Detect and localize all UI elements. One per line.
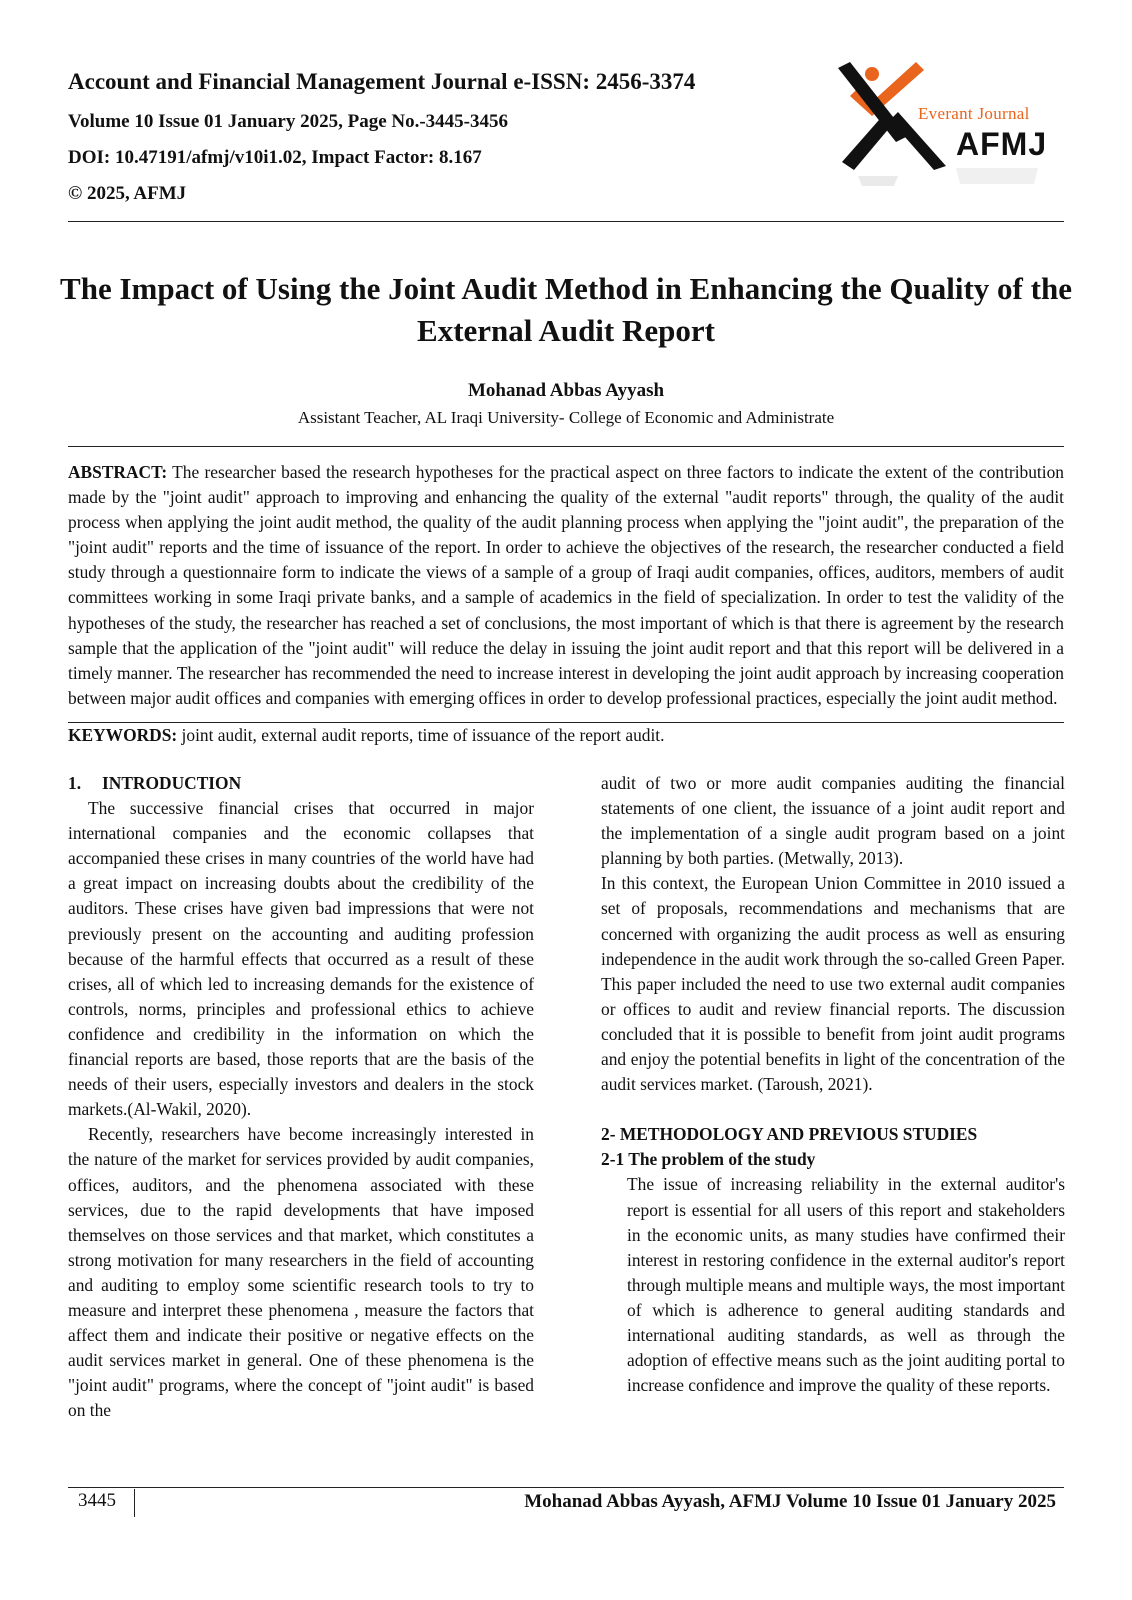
keywords <box>68 723 1064 747</box>
journal-logo <box>838 58 1058 198</box>
keywords-label: KEYWORDS: <box>68 725 178 745</box>
paragraph: The successive financial crises that occurred in major international companies and the economic collapses that accompanied these crises in many countries of the world have had a great impact on increasing doubts about the credibility of the auditors. These crises have given bad impressions that were not previously present on the accounting and auditing profession because of the harmful effects that occurred as a result of these crises, all of which led to increasing demands for the existence of controls, norms, principles and professional ethics to achieve confidence and credibility in the information on which the financial reports are based, those reports that are the basis of the needs of their users, especially investors and dealers in the stock markets.(Al-Wakil, 2020). <box>68 798 534 1120</box>
journal-name: Account and Financial Management Journal e-ISSN: 2456-3374 <box>68 69 696 94</box>
paragraph: The issue of increasing reliability in the external auditor's report is essential for all users of this report and stakeholders in the economic units, as many studies have confirmed their interest in restoring confidence in the external auditor's report through multiple means and multiple ways, the most important of which is adherence to general auditing standards and international auditing standards, as well as through the adoption of effective means such as the joint auditing portal to increase confidence and improve the quality of these reports. <box>627 1174 1065 1396</box>
page-number-separator <box>134 1489 135 1517</box>
subsection-heading-problem: 2-1 The problem of the study <box>601 1149 816 1170</box>
journal-volume: Volume 10 Issue 01 January 2025, Page No.-3445-3456 <box>68 111 508 132</box>
journal-doi: DOI: 10.47191/afmj/v10i1.02, Impact Factor: 8.167 <box>68 147 482 168</box>
running-footer: Mohanad Abbas Ayyash, AFMJ Volume 10 Issue 01 January 2025 <box>524 1491 1056 1512</box>
abstract-text: The researcher based the research hypotheses for the practical aspect on three factors to indicate the extent of the contribution made by the "joint audit" approach to improving and enhancing the quality of the external "audit reports" through, the quality of the audit process when applying the joint audit method, the quality of the audit planning process when applying the "joint audit", the preparation of the "joint audit" reports and the time of issuance of the report. In order to achieve the objectives of the research, the researcher conducted a field study through a questionnaire form to indicate the views of a sample of a group of Iraqi audit companies, offices, auditors, members of audit committees working in some Iraqi private banks, and a sample of academics in the field of specialization. In order to test the validity of the hypotheses of the study, the researcher has reached a set of conclusions, the most important of which is that there is agreement by the research sample that the application of the "joint audit" will reduce the delay in issuing the joint audit report and that this report will be delivered in a timely manner. The researcher has recommended the need to increase interest in developing the joint audit approach by increasing cooperation between major audit offices and companies with emerging offices in order to develop professional practices, especially the joint audit method. <box>68 462 1064 708</box>
paragraph: audit of two or more audit companies auditing the financial statements of one client, the issuance of a joint audit report and the implementation of a single audit program based on a joint planning by both parties. (Metwally, 2013). <box>601 773 1065 869</box>
paragraph: In this context, the European Union Committee in 2010 issued a set of proposals, recommendations and mechanisms that are concerned with organizing the audit process as well as ensuring independence in the audit work through the so-called Green Paper. This paper included the need to use two external audit companies or offices to audit and review financial reports. The discussion concluded that it is possible to benefit from joint audit programs and enjoy the potential benefits in light of the concentration of the audit services market. (Taroush, 2021). <box>601 873 1065 1095</box>
section-heading-introduction <box>68 771 534 796</box>
author-affiliation: Assistant Teacher, AL Iraqi University- College of Economic and Administrate <box>297 408 835 427</box>
abstract-top-divider <box>68 446 1064 447</box>
right-column <box>601 771 1065 1398</box>
left-column <box>68 771 534 1423</box>
keywords-text: joint audit, external audit reports, time of issuance of the report audit. <box>181 725 665 745</box>
section-title: INTRODUCTION <box>102 773 242 793</box>
paper-title: The Impact of Using the Joint Audit Method in Enhancing the Quality of the External Audit Report <box>60 271 1072 348</box>
logo-brand-text: Everant Journal <box>918 104 1030 123</box>
page-number: 3445 <box>78 1490 116 1511</box>
paper-author: Mohanad Abbas Ayyash <box>467 380 665 401</box>
spacer <box>601 1097 1065 1122</box>
footer-divider <box>68 1487 1064 1488</box>
header-divider <box>68 221 1064 222</box>
journal-copyright: © 2025, AFMJ <box>68 183 187 204</box>
abstract <box>68 460 1064 711</box>
abstract-label: ABSTRACT: <box>68 462 168 482</box>
section-heading-methodology: 2- METHODOLOGY AND PREVIOUS STUDIES <box>601 1124 978 1145</box>
paragraph: Recently, researchers have become increasingly interested in the nature of the market for services provided by audit companies, offices, auditors, and the phenomena associated with these services, due to the rapid developments that have imposed themselves on those services and that market, which constitutes a strong motivation for many researchers in the field of accounting and auditing to employ some scientific research tools to try to measure and interpret these phenomena , measure the factors that affect them and indicate their positive or negative effects on the audit services market in general. One of these phenomena is the "joint audit" programs, where the concept of "joint audit" is based on the <box>68 1124 534 1421</box>
journal-header <box>68 68 768 206</box>
section-number: 1. <box>68 773 82 793</box>
logo-name-text: AFMJ <box>956 126 1048 162</box>
